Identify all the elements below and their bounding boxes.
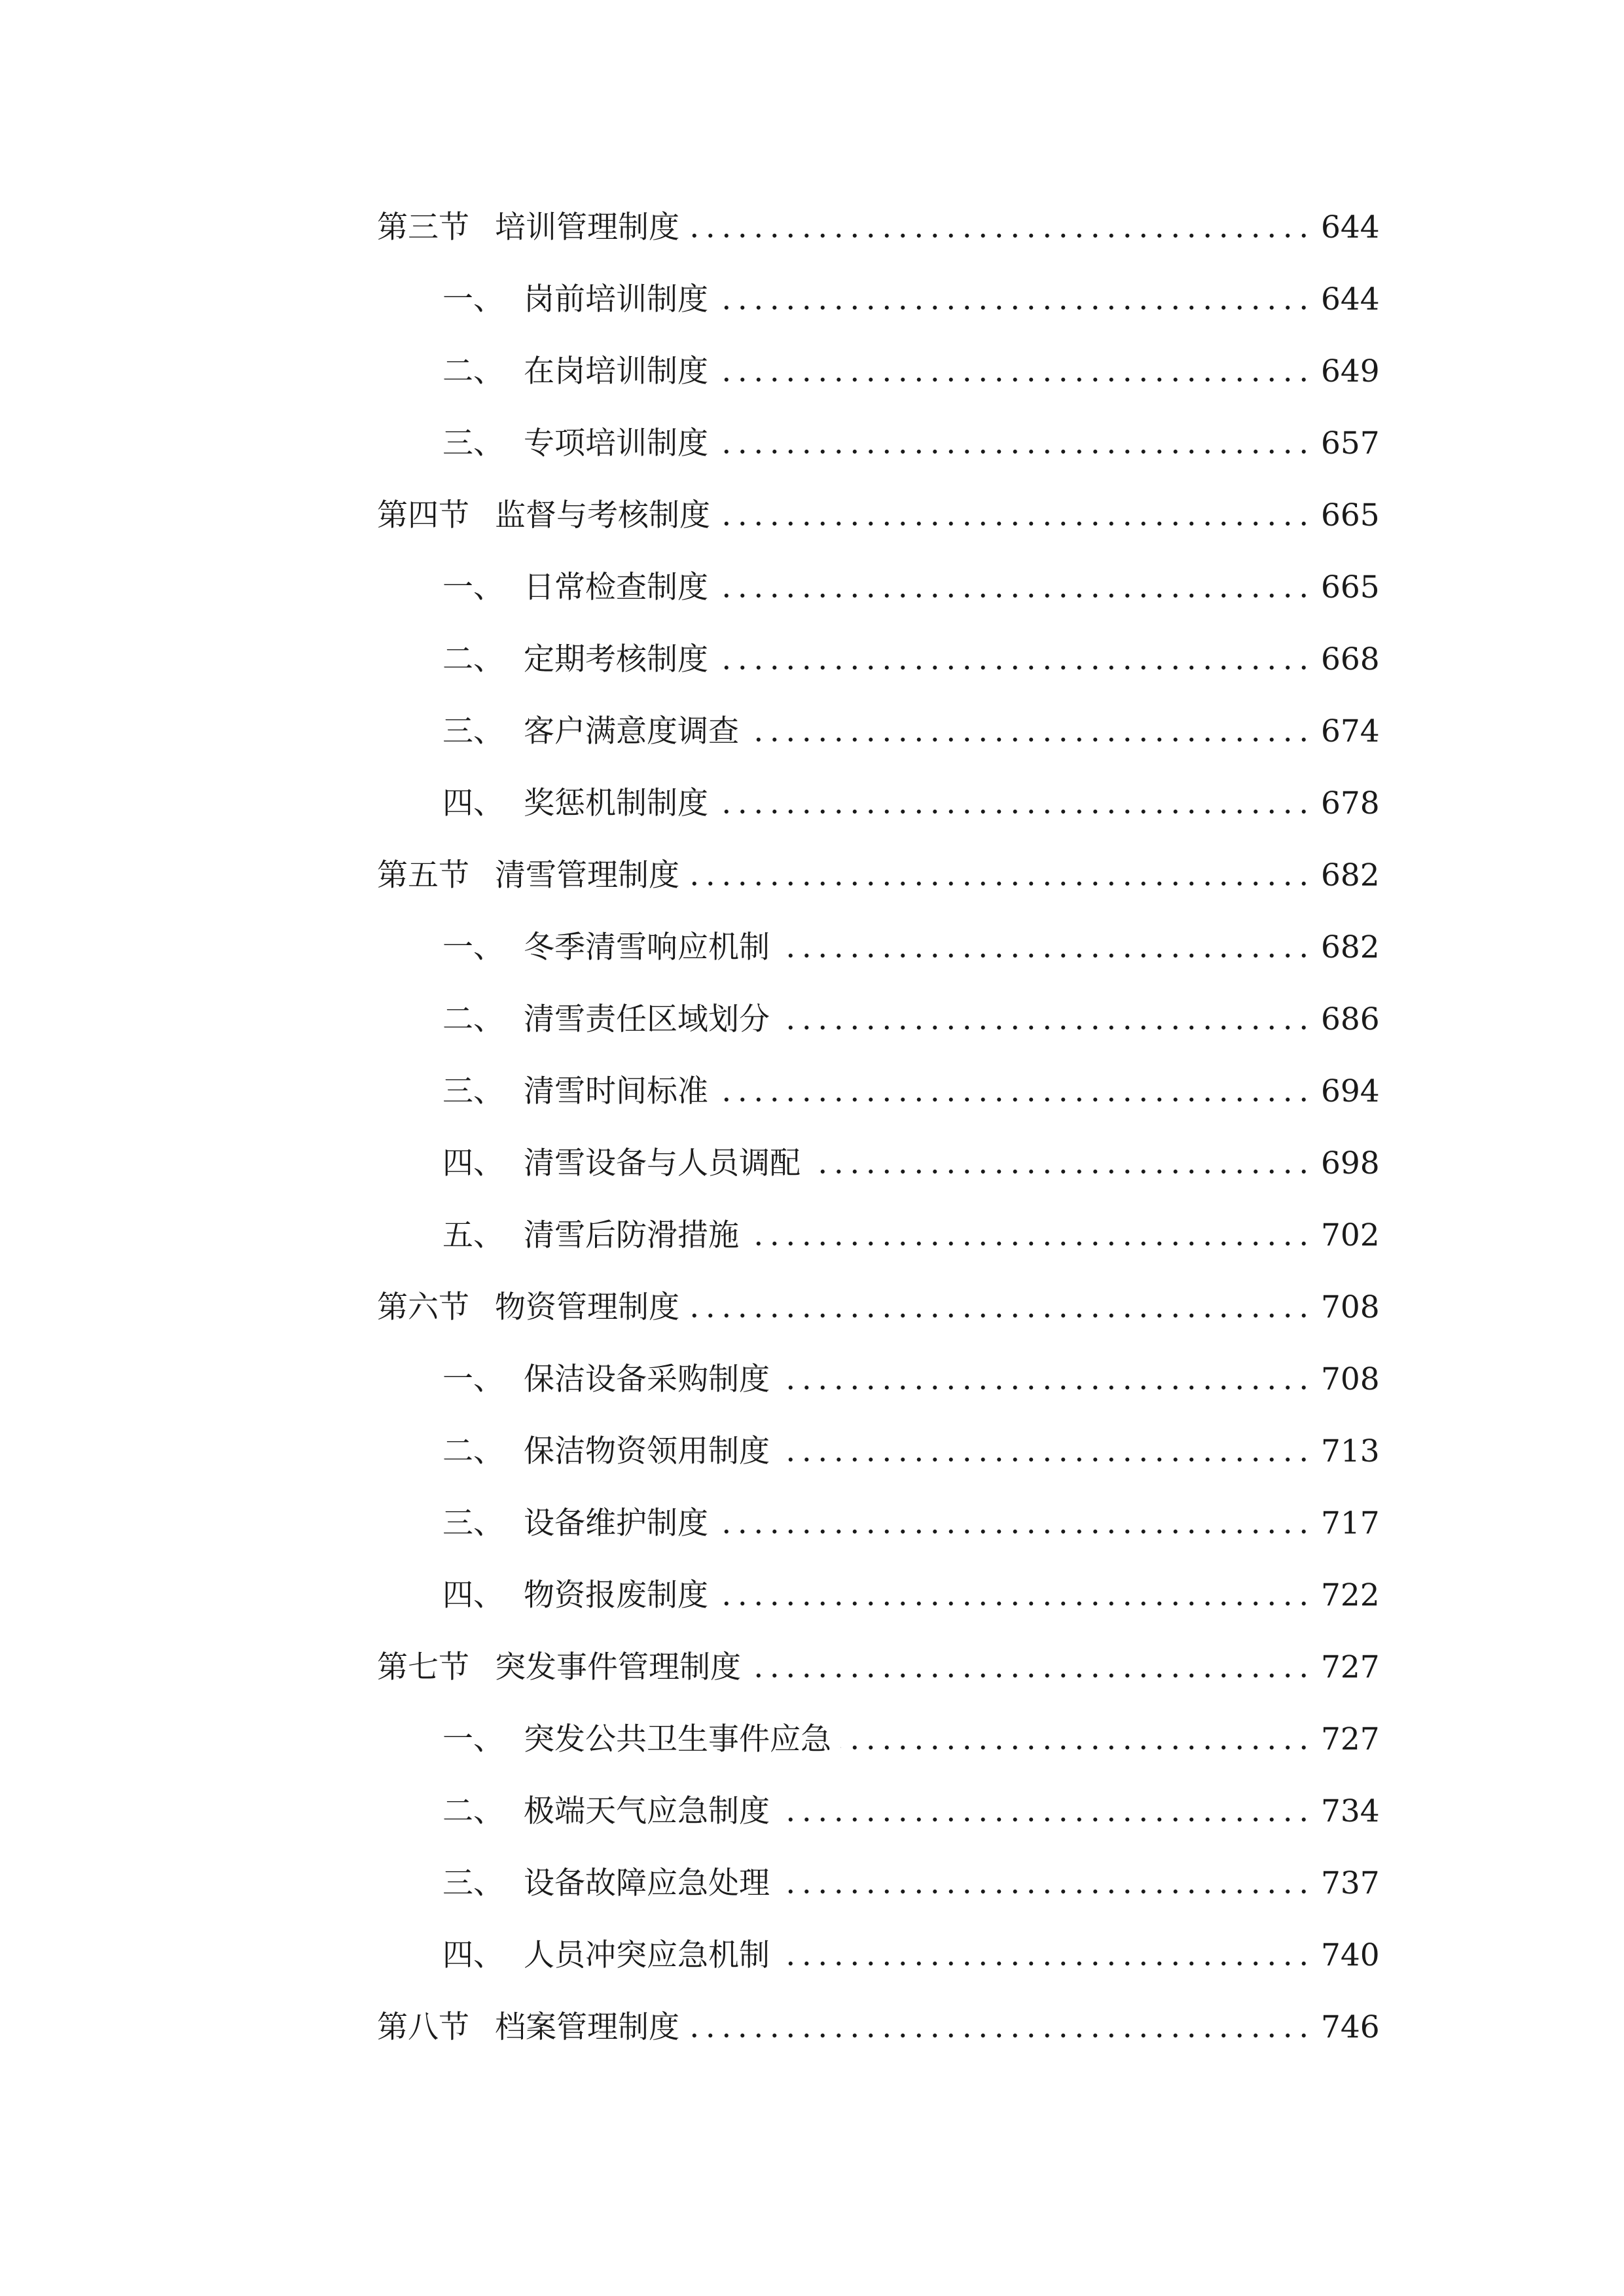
dot-leader [689, 233, 1312, 238]
toc-entry-number: 三、 [442, 1505, 504, 1541]
toc-entry-page: 698 [1321, 1145, 1380, 1181]
toc-entry-number: 五、 [442, 1217, 504, 1253]
dot-leader [689, 881, 1312, 886]
toc-entry-page: 649 [1321, 353, 1380, 389]
dot-leader [717, 809, 1312, 814]
toc-entry-title: 极端天气应急制度 [524, 1793, 770, 1829]
toc-entry-number: 第八节 [377, 2009, 469, 2045]
toc-entry-title: 在岗培训制度 [524, 353, 708, 389]
toc-entry[interactable] [377, 911, 1380, 983]
toc-entry-title: 突发事件管理制度 [495, 1649, 741, 1685]
toc-entry-number: 四、 [442, 785, 504, 821]
toc-entry-section-4[interactable] [377, 479, 1380, 551]
toc-entry-page: 674 [1321, 713, 1380, 749]
toc-entry-title: 奖惩机制制度 [524, 785, 708, 821]
toc-entry-number: 第五节 [377, 857, 469, 893]
toc-entry-page: 678 [1321, 785, 1380, 821]
toc-entry-page: 737 [1321, 1865, 1380, 1901]
toc-entry-page: 686 [1321, 1001, 1380, 1037]
toc-entry-number: 第六节 [377, 1289, 469, 1325]
toc-entry-title: 日常检查制度 [524, 569, 708, 605]
toc-entry[interactable] [377, 1127, 1380, 1199]
toc-entry-page: 727 [1321, 1649, 1380, 1685]
toc-entry[interactable] [377, 1703, 1380, 1775]
toc-entry-title: 清雪后防滑措施 [524, 1217, 739, 1253]
toc-entry-number: 三、 [442, 713, 504, 749]
toc-entry-title: 冬季清雪响应机制 [524, 929, 770, 965]
toc-entry-number: 三、 [442, 425, 504, 461]
dot-leader [717, 593, 1312, 598]
toc-entry[interactable] [377, 407, 1380, 479]
toc-entry-page: 713 [1321, 1433, 1380, 1469]
toc-entry-page: 722 [1321, 1577, 1380, 1613]
dot-leader [779, 953, 1312, 958]
dot-leader [717, 665, 1312, 670]
dot-leader [779, 1457, 1312, 1462]
toc-entry-title: 客户满意度调查 [524, 713, 739, 749]
toc-entry-title: 突发公共卫生事件应急 [524, 1721, 831, 1757]
toc-entry-number: 第四节 [377, 497, 469, 533]
toc-entry-number: 一、 [442, 569, 504, 605]
toc-entry[interactable] [377, 767, 1380, 839]
toc-entry-page: 717 [1321, 1505, 1380, 1541]
toc-entry-page: 740 [1321, 1937, 1380, 1973]
dot-leader [748, 1241, 1312, 1246]
toc-entry-section-8[interactable] [377, 1991, 1380, 2063]
toc-entry[interactable] [377, 695, 1380, 767]
toc-entry-page: 746 [1321, 2009, 1380, 2045]
toc-entry[interactable] [377, 1199, 1380, 1271]
toc-entry[interactable] [377, 551, 1380, 623]
dot-leader [717, 1529, 1312, 1534]
dot-leader [779, 1961, 1312, 1966]
toc-entry-number: 二、 [442, 1793, 504, 1829]
toc-entry[interactable] [377, 1415, 1380, 1487]
toc-entry-title: 保洁物资领用制度 [524, 1433, 770, 1469]
toc-entry-title: 监督与考核制度 [495, 497, 710, 533]
toc-entry-title: 清雪责任区域划分 [524, 1001, 770, 1037]
toc-entry-number: 四、 [442, 1937, 504, 1973]
toc-entry-section-5[interactable] [377, 839, 1380, 911]
toc-entry-title: 物资管理制度 [495, 1289, 679, 1325]
dot-leader [717, 305, 1312, 310]
toc-entry-section-6[interactable] [377, 1271, 1380, 1343]
toc-entry-section-7[interactable] [377, 1631, 1380, 1703]
toc-entry-title: 设备故障应急处理 [524, 1865, 770, 1901]
toc-entry[interactable] [377, 263, 1380, 335]
toc-entry-page: 708 [1321, 1361, 1380, 1397]
toc-entry-number: 二、 [442, 1433, 504, 1469]
dot-leader [748, 737, 1312, 742]
dot-leader [779, 1025, 1312, 1030]
toc-entry-page: 702 [1321, 1217, 1380, 1253]
toc-entry[interactable] [377, 1919, 1380, 1991]
toc-entry-number: 一、 [442, 281, 504, 317]
toc-entry[interactable] [377, 1775, 1380, 1847]
toc-entry-page: 644 [1321, 209, 1380, 245]
toc-entry-section-3[interactable] [377, 191, 1380, 263]
toc-entry-number: 三、 [442, 1073, 504, 1109]
toc-entry-page: 708 [1321, 1289, 1380, 1325]
toc-entry-page: 657 [1321, 425, 1380, 461]
toc-entry-page: 644 [1321, 281, 1380, 317]
toc-entry[interactable] [377, 623, 1380, 695]
toc-entry-number: 第七节 [377, 1649, 469, 1685]
toc-entry-number: 二、 [442, 353, 504, 389]
toc-entry[interactable] [377, 983, 1380, 1055]
toc-entry[interactable] [377, 1343, 1380, 1415]
toc-entry-number: 第三节 [377, 209, 469, 245]
toc-entry-title: 培训管理制度 [495, 209, 679, 245]
toc-entry-page: 682 [1321, 929, 1380, 965]
table-of-contents [377, 191, 1380, 2063]
dot-leader [717, 449, 1312, 454]
dot-leader [840, 1745, 1312, 1750]
dot-leader [717, 1601, 1312, 1606]
toc-entry-title: 设备维护制度 [524, 1505, 708, 1541]
toc-entry-number: 三、 [442, 1865, 504, 1901]
toc-entry-number: 四、 [442, 1577, 504, 1613]
toc-entry-number: 四、 [442, 1145, 504, 1181]
toc-entry-title: 物资报废制度 [524, 1577, 708, 1613]
toc-entry-title: 岗前培训制度 [524, 281, 708, 317]
toc-entry-page: 668 [1321, 641, 1380, 677]
dot-leader [717, 1097, 1312, 1102]
toc-entry-title: 专项培训制度 [524, 425, 708, 461]
dot-leader [717, 377, 1312, 382]
toc-entry-title: 保洁设备采购制度 [524, 1361, 770, 1397]
toc-entry-title: 清雪设备与人员调配 [524, 1145, 801, 1181]
dot-leader [689, 2033, 1312, 2038]
dot-leader [689, 1313, 1312, 1318]
toc-entry-page: 665 [1321, 497, 1380, 533]
toc-entry-title: 清雪时间标准 [524, 1073, 708, 1109]
toc-entry-number: 二、 [442, 1001, 504, 1037]
toc-entry[interactable] [377, 1847, 1380, 1919]
toc-entry[interactable] [377, 1559, 1380, 1631]
toc-entry-title: 人员冲突应急机制 [524, 1937, 770, 1973]
toc-entry[interactable] [377, 335, 1380, 407]
dot-leader [750, 1673, 1312, 1678]
toc-entry-page: 682 [1321, 857, 1380, 893]
dot-leader [810, 1169, 1312, 1174]
toc-entry-page: 665 [1321, 569, 1380, 605]
dot-leader [719, 521, 1312, 526]
toc-entry-title: 档案管理制度 [495, 2009, 679, 2045]
toc-entry-page: 694 [1321, 1073, 1380, 1109]
toc-entry-page: 734 [1321, 1793, 1380, 1829]
toc-entry-number: 一、 [442, 1721, 504, 1757]
dot-leader [779, 1817, 1312, 1822]
toc-entry-number: 一、 [442, 929, 504, 965]
toc-entry[interactable] [377, 1487, 1380, 1559]
toc-entry-number: 二、 [442, 641, 504, 677]
dot-leader [779, 1385, 1312, 1390]
toc-entry[interactable] [377, 1055, 1380, 1127]
toc-entry-title: 清雪管理制度 [495, 857, 679, 893]
dot-leader [779, 1889, 1312, 1894]
toc-entry-title: 定期考核制度 [524, 641, 708, 677]
toc-entry-number: 一、 [442, 1361, 504, 1397]
toc-entry-page: 727 [1321, 1721, 1380, 1757]
